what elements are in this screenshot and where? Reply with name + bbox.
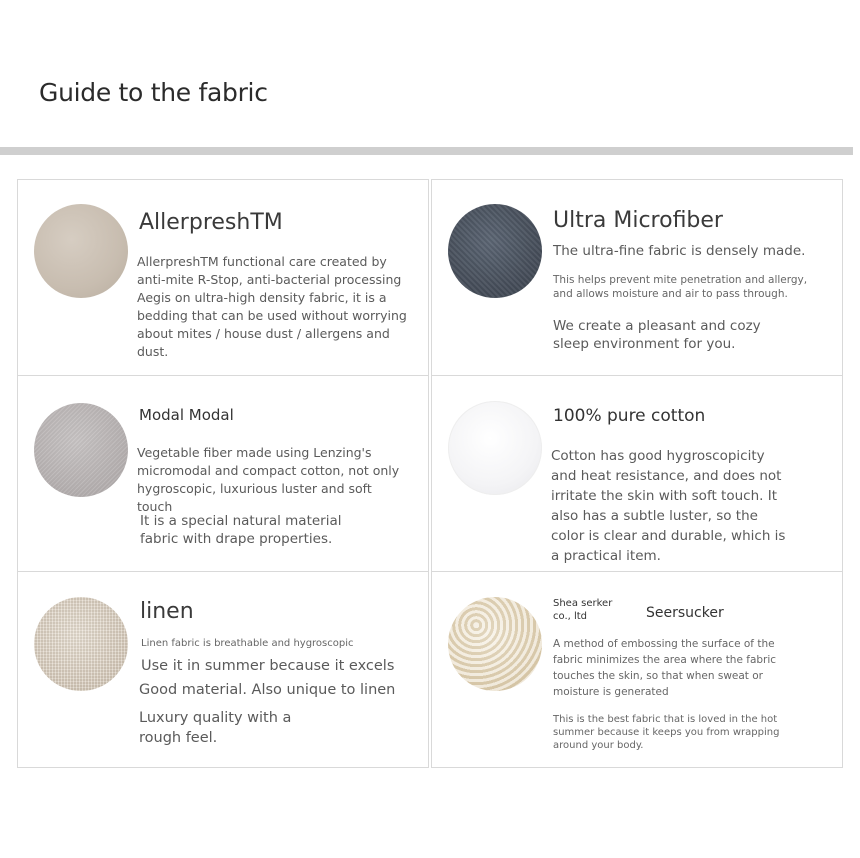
- modal-description: Vegetable fiber made using Lenzing's micromodal and compact cotton, not only hygroscopic, luxurious luster and soft touch: [137, 445, 400, 514]
- seersucker-note: This is the best fabric that is loved in the hot summer because it keeps you from wrapping around your body.: [553, 714, 780, 751]
- fabric-card-allerpresh: [17, 179, 429, 376]
- modal-description-secondary: It is a special natural material fabric with drape properties.: [140, 513, 342, 547]
- fabric-card-modal: [17, 375, 429, 572]
- page-title: Guide to the fabric: [39, 78, 268, 107]
- microfiber-description: We create a pleasant and cozy sleep environment for you.: [553, 318, 761, 352]
- allerpresh-swatch: [34, 204, 128, 298]
- allerpresh-description: AllerpreshTM functional care created by anti-mite R-Stop, anti-bacterial processing Aegis on ultra-high density fabric, it is a bedding that can be used without worrying about mites / house dust / allergens and dust.: [137, 254, 407, 359]
- cotton-swatch: [448, 401, 542, 495]
- seersucker-swatch: [448, 597, 542, 691]
- fabric-card-seersucker: [431, 571, 843, 768]
- linen-swatch: [34, 597, 128, 691]
- allerpresh-heading: AllerpreshTM: [139, 210, 283, 235]
- microfiber-subtitle: The ultra-fine fabric is densely made.: [553, 243, 806, 259]
- modal-heading: Modal Modal: [139, 406, 234, 424]
- seersucker-company: Shea serker co., ltd: [553, 598, 613, 622]
- fabric-card-cotton: [431, 375, 843, 572]
- linen-description: Luxury quality with a rough feel.: [139, 710, 292, 746]
- linen-heading: linen: [140, 599, 194, 624]
- microfiber-swatch: [448, 204, 542, 298]
- cotton-description: Cotton has good hygroscopicity and heat resistance, and does not irritate the skin with soft touch. It also has a subtle luster, so the color is clear and durable, which is a practical item.: [551, 448, 786, 564]
- seersucker-heading: Seersucker: [646, 605, 724, 621]
- cotton-heading: 100% pure cotton: [553, 406, 706, 426]
- seersucker-description: A method of embossing the surface of the fabric minimizes the area where the fabric touches the skin, so that when sweat or moisture is generated: [553, 638, 777, 698]
- linen-line-2: Good material. Also unique to linen: [139, 682, 396, 698]
- linen-line-1: Use it in summer because it excels: [141, 658, 395, 674]
- fabric-card-microfiber: [431, 179, 843, 376]
- modal-swatch: [34, 403, 128, 497]
- linen-note: Linen fabric is breathable and hygroscopic: [141, 638, 354, 649]
- fabric-card-linen: [17, 571, 429, 768]
- title-divider: [0, 147, 853, 155]
- microfiber-note: This helps prevent mite penetration and allergy, and allows moisture and air to pass through.: [553, 274, 808, 300]
- microfiber-heading: Ultra Microfiber: [553, 208, 723, 233]
